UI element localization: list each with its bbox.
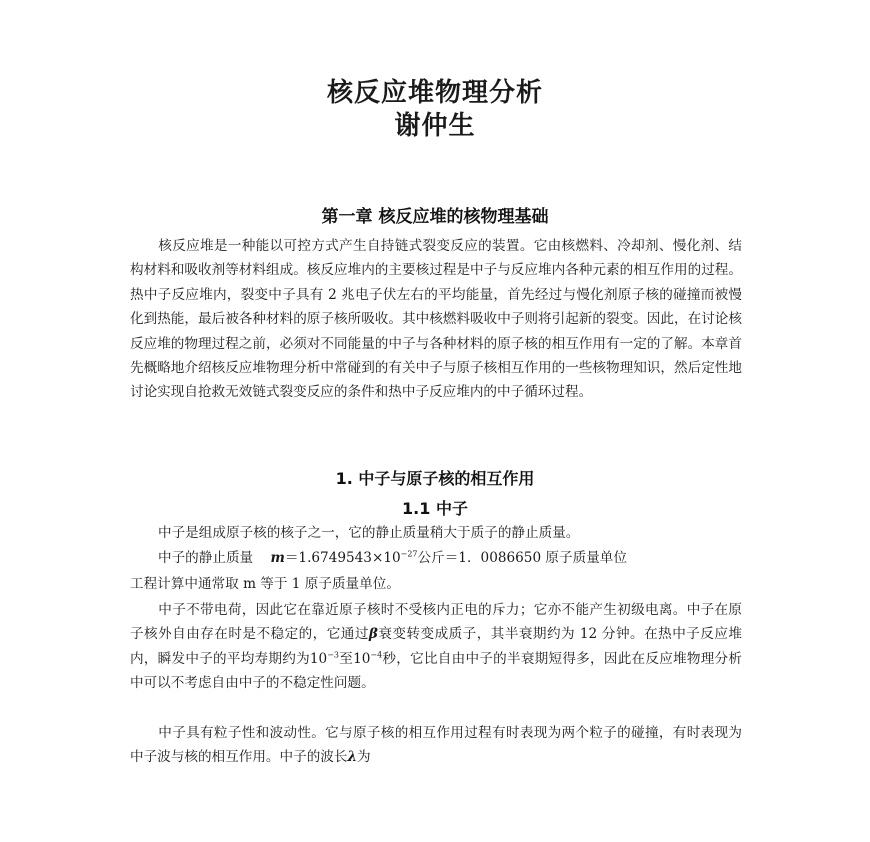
- wave-text-part1: 中子具有粒子性和波动性。它与原子核的相互作用过程有时表现为两个粒子的碰撞，有时表现为中子波与核的相互作用。中子的波长: [130, 725, 742, 766]
- beta-symbol: β: [368, 626, 378, 643]
- intro-paragraph: [130, 234, 742, 405]
- engineering-note-paragraph: [130, 572, 742, 596]
- lifetime-exponent-2: −4: [370, 650, 383, 660]
- neutron-charge-paragraph: [130, 598, 742, 696]
- document-author: 谢仲生: [394, 111, 476, 141]
- rest-mass-exponent: −27: [400, 549, 418, 559]
- lifetime-exponent-1: −3: [327, 650, 339, 660]
- rest-mass-prefix: 中子的静止质量: [158, 550, 254, 566]
- wave-particle-paragraph: [130, 721, 742, 770]
- intro-paragraph-text: 核反应堆是一种能以可控方式产生自持链式裂变反应的装置。它由核燃料、冷却剂、慢化剂、结构材料和吸收剂等材料组成。核反应堆内的主要核过程是中子与反应堆内各种元素的相互作用的过程。热中子反应堆内，裂变中子具有 2 兆电子伏左右的平均能量，首先经过与慢化剂原子核的碰撞而被慢化到热能，最后被各种材料的原子核所吸收。其中核燃料吸收中子则将引起新的裂变。因此，在讨论核反应堆的物理过程之前，必须对不同能量的中子与各种材料的原子核的相互作用有一定的了解。本章首先概略地介绍核反应堆物理分析中常碰到的有关中子与原子核相互作用的一些核物理知识，然后定性地讨论实现自抢救无效链式裂变反应的条件和热中子反应堆内的中子循环过程。: [130, 238, 742, 401]
- document-title: 核反应堆物理分析: [326, 78, 543, 108]
- section-heading: 1. 中子与原子核的相互作用: [335, 469, 535, 488]
- rest-mass-value: ＝1.6749543×10: [284, 550, 401, 566]
- rest-mass-paragraph: [130, 546, 742, 570]
- wave-text-part2: 为: [357, 749, 371, 766]
- mass-symbol: m: [270, 550, 285, 566]
- charge-text-mid: 至10: [339, 650, 371, 667]
- chapter-heading: 第一章 核反应堆的核物理基础: [321, 207, 549, 227]
- charge-text-part3: 秒，它比自由中子的半衰期短得多，因此在反应堆物理分析中可以不考虑自由中子的不稳定性问题。: [130, 650, 742, 692]
- charge-text-part1: 中子不带电荷，因此它在靠近原子核时不受核内正电的斥力；它亦不能产生初级电离。中子在原子核外自由存在时是不稳定的，它通过: [130, 602, 742, 643]
- subsection-heading: 1.1 中子: [402, 499, 468, 518]
- rest-mass-suffix: 公斤＝1．0086650 原子质量单位: [417, 550, 627, 566]
- neutron-definition-paragraph: [130, 521, 742, 545]
- charge-text-part2: 衰变转变成质子，其半衰期约为 12 分钟。在热中子反应堆内，瞬发中子的平均寿期约为10: [130, 626, 742, 667]
- neutron-definition-text: 中子是组成原子核的核子之一，它的静止质量稍大于质子的静止质量。: [158, 525, 580, 541]
- lambda-symbol: λ: [347, 749, 358, 766]
- engineering-note-text: 工程计算中通常取 m 等于 1 原子质量单位。: [130, 576, 400, 592]
